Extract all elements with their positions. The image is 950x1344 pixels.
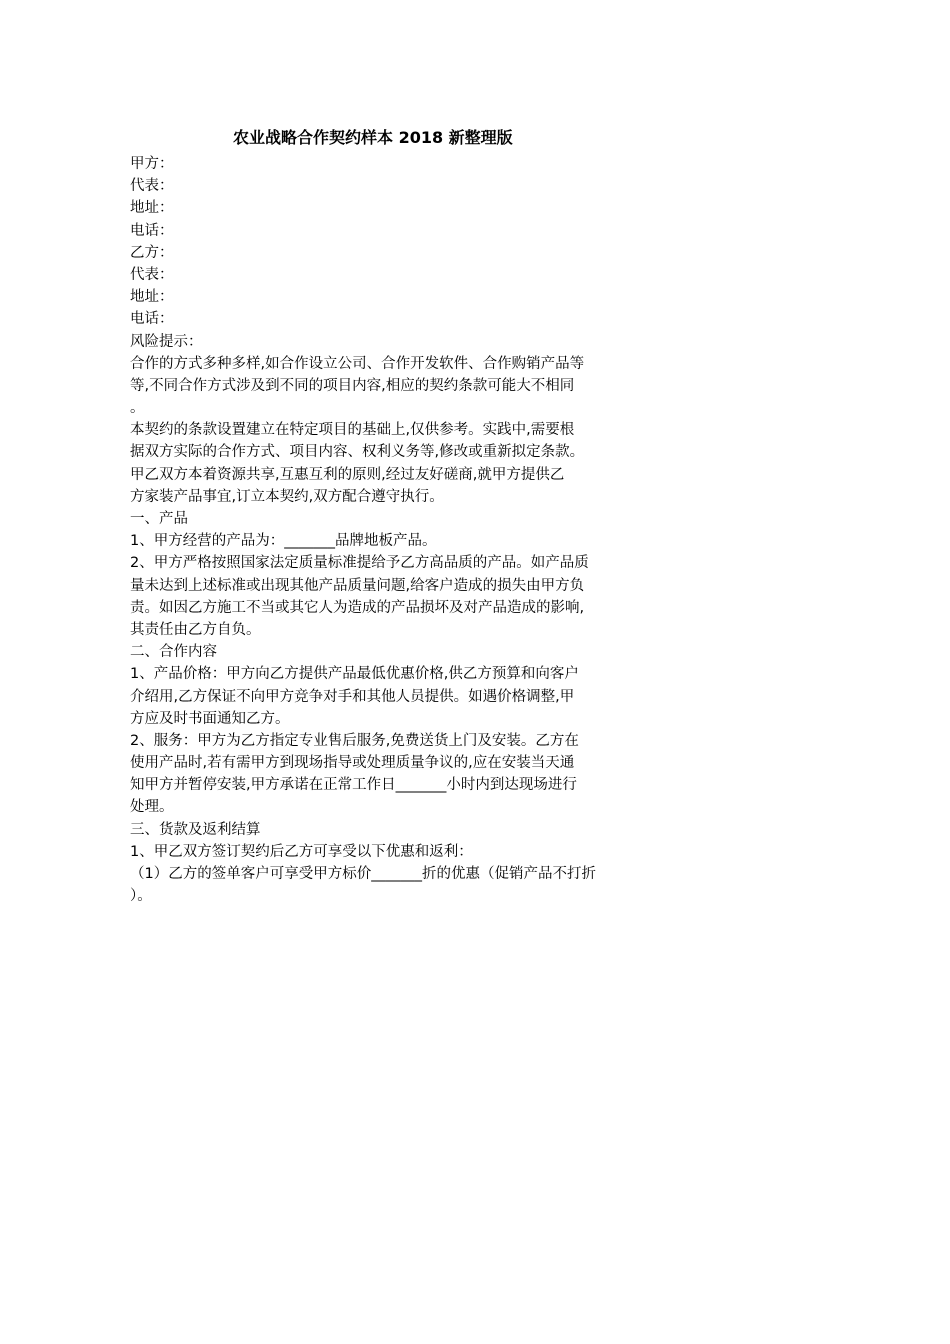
document-line: 1、甲方经营的产品为：_______品牌地板产品。 bbox=[130, 533, 437, 550]
document-line: 其责任由乙方自负。 bbox=[130, 621, 261, 638]
document-line: 2、甲方严格按照国家法定质量标准提给予乙方高品质的产品。如产品质 bbox=[130, 555, 589, 572]
document-line: 电话： bbox=[130, 222, 174, 239]
document-line: 2、服务：甲方为乙方指定专业售后服务,免费送货上门及安装。乙方在 bbox=[130, 732, 579, 749]
document-line: 甲方： bbox=[130, 156, 174, 172]
document-line: 使用产品时,若有需甲方到现场指导或处理质量争议的,应在安装当天通 bbox=[130, 755, 575, 772]
document-line: 量未达到上述标准或出现其他产品质量问题,给客户造成的损失由甲方负 bbox=[130, 577, 585, 594]
document-line: 地址： bbox=[130, 289, 174, 306]
document-line: 责。如因乙方施工不当或其它人为造成的产品损坏及对产品造成的影响, bbox=[130, 599, 585, 616]
document-line: 代表： bbox=[130, 178, 174, 195]
document-line: 。 bbox=[130, 400, 145, 417]
document-line: 1、甲乙双方签订契约后乙方可享受以下优惠和返利： bbox=[130, 843, 473, 860]
document-line: 方应及时书面通知乙方。 bbox=[130, 710, 290, 727]
document-line: 甲乙双方本着资源共享,互惠互利的原则,经过友好磋商,就甲方提供乙 bbox=[130, 466, 565, 483]
document-line: 风险提示： bbox=[130, 333, 203, 350]
document-line: 合作的方式多种多样,如合作设立公司、合作开发软件、合作购销产品等 bbox=[130, 355, 585, 372]
document-line: 据双方实际的合作方式、项目内容、权利义务等,修改或重新拟定条款。 bbox=[130, 444, 585, 461]
document-line: 二、合作内容 bbox=[130, 644, 217, 661]
document-line: （1）乙方的签单客户可享受甲方标价_______折的优惠（促销产品不打折 bbox=[130, 866, 596, 882]
document-title: 农业战略合作契约样本 2018 新整理版 bbox=[233, 128, 513, 147]
document-line: 乙方： bbox=[130, 244, 174, 261]
document-line: 电话： bbox=[130, 311, 174, 328]
document-line: ）。 bbox=[130, 888, 152, 905]
document-body bbox=[130, 153, 650, 907]
document-line: 代表： bbox=[130, 266, 174, 283]
document-line: 一、产品 bbox=[130, 511, 188, 527]
document-line: 地址： bbox=[130, 200, 174, 217]
document-line: 介绍用,乙方保证不向甲方竞争对手和其他人员提供。如遇价格调整,甲 bbox=[130, 688, 575, 705]
document-line: 处理。 bbox=[130, 799, 174, 816]
document-line: 方家装产品事宜,订立本契约,双方配合遵守执行。 bbox=[130, 488, 444, 505]
document-line: 三、货款及返利结算 bbox=[130, 821, 261, 838]
document-line: 知甲方并暂停安装,甲方承诺在正常工作日_______小时内到达现场进行 bbox=[130, 777, 577, 794]
document-line: 等,不同合作方式涉及到不同的项目内容,相应的契约条款可能大不相同 bbox=[130, 377, 575, 394]
document-line: 本契约的条款设置建立在特定项目的基础上,仅供参考。实践中,需要根 bbox=[130, 422, 575, 439]
document-line: 1、产品价格：甲方向乙方提供产品最低优惠价格,供乙方预算和向客户 bbox=[130, 666, 579, 683]
